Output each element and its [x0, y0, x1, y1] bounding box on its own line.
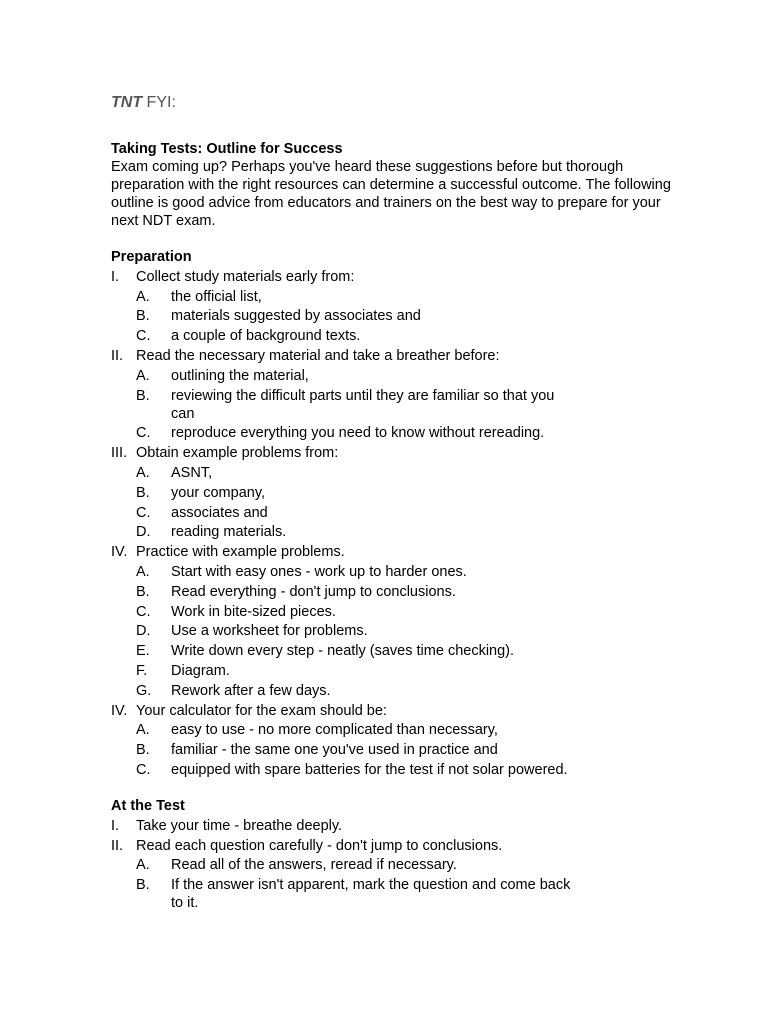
- outline-item-number: I.: [111, 268, 120, 285]
- outline-subitem: [111, 583, 571, 601]
- outline-subitem: [111, 288, 571, 306]
- outline-subitem-letter: C.: [136, 504, 151, 521]
- outline-subitem: [111, 721, 571, 739]
- outline-subitem-letter: C.: [136, 425, 151, 442]
- outline-subitem-text: Read all of the answers, reread if necessary.: [171, 857, 457, 874]
- outline-subitem: [111, 662, 571, 680]
- outline-subitem-text: Read everything - don't jump to conclusions.: [171, 583, 456, 600]
- outline-subitem-letter: B.: [136, 583, 150, 600]
- outline-subitem: [111, 307, 571, 325]
- outline-subitem-letter: C.: [136, 328, 151, 345]
- outline-item: [111, 347, 671, 365]
- outline-subitem-text: reproduce everything you need to know without rereading.: [171, 425, 545, 442]
- outline-subitem-text: Start with easy ones - work up to harder ones.: [171, 563, 467, 580]
- outline-list-preparation: [111, 268, 671, 779]
- outline-item: [111, 837, 671, 855]
- outline-subitem: [111, 504, 571, 522]
- outline-subitem: [111, 856, 571, 874]
- outline-subitem: [111, 387, 571, 423]
- outline-item-text: Take your time - breathe deeply.: [136, 817, 343, 834]
- section-heading-at-the-test: At the Test: [111, 797, 185, 814]
- outline-subitem: [111, 424, 571, 442]
- outline-subitem-letter: A.: [136, 288, 150, 305]
- outline-item-number: IV.: [111, 702, 128, 719]
- outline-subitem-text: Write down every step - neatly (saves time checking).: [171, 643, 515, 660]
- outline-subitem-text: your company,: [171, 484, 266, 501]
- outline-subitem-letter: B.: [136, 387, 150, 404]
- outline-item-text: Your calculator for the exam should be:: [136, 702, 387, 719]
- outline-item-text: Collect study materials early from:: [136, 268, 355, 285]
- outline-subitem-letter: C.: [136, 603, 151, 620]
- outline-subitem-letter: D.: [136, 524, 151, 541]
- outline-item-text: Practice with example problems.: [136, 544, 345, 561]
- outline-subitem-text: Work in bite-sized pieces.: [171, 603, 336, 620]
- outline-subitem-letter: C.: [136, 761, 151, 778]
- outline-subitem-text: If the answer isn't apparent, mark the question and come back to it.: [171, 877, 571, 912]
- outline-subitem: [111, 876, 571, 912]
- outline-subitem-letter: A.: [136, 722, 150, 739]
- outline-subitem: [111, 642, 571, 660]
- outline-subitem: [111, 761, 571, 779]
- outline-subitem-text: reviewing the difficult parts until they are familiar so that you can: [171, 387, 555, 422]
- outline-subitem-letter: A.: [136, 464, 150, 481]
- outline-subitem-text: materials suggested by associates and: [171, 308, 421, 325]
- outline-subitem-text: ASNT,: [171, 464, 213, 481]
- outline-subitem: [111, 603, 571, 621]
- outline-subitem: [111, 464, 571, 482]
- outline-subitem-text: associates and: [171, 504, 268, 521]
- outline-item-number: II.: [111, 837, 124, 854]
- newsletter-header: [111, 92, 671, 114]
- outline-subitem: [111, 523, 571, 541]
- outline-subitem-text: familiar - the same one you've used in practice and: [171, 742, 498, 759]
- outline-subitem-letter: A.: [136, 857, 150, 874]
- outline-subitem-text: outlining the material,: [171, 367, 309, 384]
- outline-subitem-letter: A.: [136, 563, 150, 580]
- outline-subitem: [111, 484, 571, 502]
- outline-subitem-text: reading materials.: [171, 524, 287, 541]
- outline-subitem: [111, 741, 571, 759]
- outline-item-number: III.: [111, 445, 128, 462]
- outline-subitem-letter: B.: [136, 308, 150, 325]
- outline-item: [111, 543, 671, 561]
- outline-item-number: II.: [111, 347, 124, 364]
- outline-item-text: Obtain example problems from:: [136, 445, 339, 462]
- section-spacer: [111, 779, 671, 797]
- outline-subitem: [111, 327, 571, 345]
- outline-subitem-text: Rework after a few days.: [171, 682, 331, 699]
- outline-subitem-text: the official list,: [171, 288, 262, 305]
- outline-list-at-the-test: [111, 817, 671, 912]
- outline-item-text: Read each question carefully - don't jump to conclusions.: [136, 837, 503, 854]
- outline-item-number: I.: [111, 817, 120, 834]
- section-heading-preparation: Preparation: [111, 249, 192, 265]
- outline-subitem: [111, 367, 571, 385]
- document-page: [111, 92, 671, 912]
- outline-subitem-letter: G.: [136, 682, 152, 699]
- outline-subitem-text: Diagram.: [171, 662, 230, 679]
- outline-item: [111, 702, 671, 720]
- outline-subitem: [111, 622, 571, 640]
- outline-subitem-text: easy to use - no more complicated than necessary,: [171, 722, 498, 739]
- document-title: Taking Tests: Outline for Success: [111, 141, 343, 157]
- outline-subitem-letter: B.: [136, 742, 150, 759]
- outline-item: [111, 817, 671, 835]
- outline-item: [111, 444, 671, 462]
- outline-subitem-text: Use a worksheet for problems.: [171, 623, 368, 640]
- outline-item-number: IV.: [111, 544, 128, 561]
- outline-subitem-text: equipped with spare batteries for the test if not solar powered.: [171, 761, 568, 778]
- header-suffix: FYI:: [142, 94, 176, 111]
- outline-subitem: [111, 563, 571, 581]
- outline-subitem: [111, 682, 571, 700]
- outline-subitem-letter: D.: [136, 623, 151, 640]
- outline-item-text: Read the necessary material and take a breather before:: [136, 347, 500, 364]
- outline-subitem-text: a couple of background texts.: [171, 328, 361, 345]
- outline-item: [111, 268, 671, 286]
- outline-subitem-letter: B.: [136, 484, 150, 501]
- outline-subitem-letter: E.: [136, 643, 150, 660]
- outline-subitem-letter: B.: [136, 877, 150, 894]
- intro-paragraph: Exam coming up? Perhaps you've heard these suggestions before but thorough preparation with the right resources can determine a successful outcome. The following outline is good advice from educators and trainers on the best way to prepare for your next NDT exam.: [111, 159, 671, 229]
- outline-subitem-letter: F.: [136, 662, 148, 679]
- header-brand: TNT: [111, 94, 143, 111]
- outline-subitem-letter: A.: [136, 367, 150, 384]
